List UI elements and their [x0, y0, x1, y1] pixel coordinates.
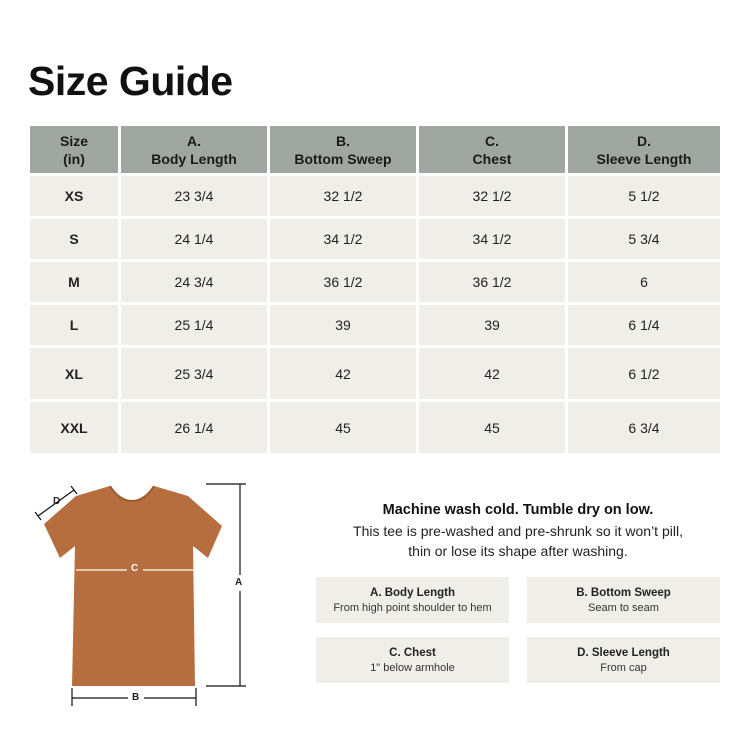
table-row — [30, 348, 720, 399]
legend-title: B. Bottom Sweep — [576, 586, 671, 599]
header-line: D. — [637, 132, 651, 149]
legend-chest — [316, 637, 509, 683]
header-line: B. — [336, 132, 350, 149]
chest-cell: 34 1/2 — [419, 219, 565, 259]
care-instructions — [318, 502, 718, 561]
size-table — [30, 126, 720, 456]
body-length-cell: 23 3/4 — [121, 176, 267, 216]
size-cell: XS — [30, 176, 118, 216]
legend-title: D. Sleeve Length — [577, 646, 670, 659]
sleeve-length-cell: 6 1/4 — [568, 305, 720, 345]
care-line: thin or lose its shape after washing. — [408, 543, 628, 559]
legend-sleeve-length — [527, 637, 720, 683]
sleeve-length-cell: 5 3/4 — [568, 219, 720, 259]
chest-cell: 36 1/2 — [419, 262, 565, 302]
table-header-row — [30, 126, 720, 173]
bottom-sweep-cell: 42 — [270, 348, 416, 399]
header-line: Bottom Sweep — [294, 150, 392, 167]
size-cell: XL — [30, 348, 118, 399]
size-cell: XXL — [30, 402, 118, 453]
header-line: Size — [59, 132, 88, 149]
body-length-cell: 25 1/4 — [121, 305, 267, 345]
header-bottom-sweep — [270, 126, 416, 173]
shirt-shape — [44, 486, 222, 686]
size-cell: L — [30, 305, 118, 345]
table-row — [30, 219, 720, 259]
size-cell: M — [30, 262, 118, 302]
legend-description: From cap — [600, 661, 647, 674]
header-size — [30, 126, 118, 173]
sleeve-length-cell: 6 1/2 — [568, 348, 720, 399]
chest-cell: 32 1/2 — [419, 176, 565, 216]
body-length-cell: 25 3/4 — [121, 348, 267, 399]
header-line: Body Length — [151, 150, 237, 167]
bottom-sweep-cell: 32 1/2 — [270, 176, 416, 216]
chest-cell: 42 — [419, 348, 565, 399]
page-title: Size Guide — [28, 58, 233, 104]
table-row — [30, 262, 720, 302]
bottom-sweep-cell: 36 1/2 — [270, 262, 416, 302]
header-sleeve-length — [568, 126, 720, 173]
chest-cell: 45 — [419, 402, 565, 453]
header-chest — [419, 126, 565, 173]
legend-title: A. Body Length — [370, 586, 455, 599]
body-length-cell: 26 1/4 — [121, 402, 267, 453]
shirt-diagram — [30, 476, 260, 716]
size-cell: S — [30, 219, 118, 259]
legend-description: Seam to seam — [588, 601, 659, 614]
body-length-cell: 24 1/4 — [121, 219, 267, 259]
care-title: Machine wash cold. Tumble dry on low. — [382, 502, 654, 518]
header-line: A. — [187, 132, 201, 149]
legend-body-length — [316, 577, 509, 623]
sleeve-length-cell: 6 3/4 — [568, 402, 720, 453]
table-row — [30, 305, 720, 345]
legend-title: C. Chest — [389, 646, 436, 659]
header-line: (in) — [63, 150, 85, 167]
sleeve-length-cell: 5 1/2 — [568, 176, 720, 216]
chest-cell: 39 — [419, 305, 565, 345]
label-b: B — [132, 692, 140, 703]
header-line: C. — [485, 132, 499, 149]
bottom-sweep-cell: 45 — [270, 402, 416, 453]
label-a: A — [235, 577, 243, 588]
legend-description: From high point shoulder to hem — [333, 601, 492, 614]
table-row — [30, 176, 720, 216]
legend-description: 1" below armhole — [370, 661, 455, 674]
label-c: C — [131, 563, 139, 574]
header-body-length — [121, 126, 267, 173]
legend-bottom-sweep — [527, 577, 720, 623]
header-line: Sleeve Length — [596, 150, 692, 167]
bottom-sweep-cell: 39 — [270, 305, 416, 345]
body-length-cell: 24 3/4 — [121, 262, 267, 302]
label-d: D — [53, 496, 61, 507]
bottom-sweep-cell: 34 1/2 — [270, 219, 416, 259]
shirt-illustration — [30, 476, 260, 716]
table-row — [30, 402, 720, 453]
header-line: Chest — [472, 150, 512, 167]
sleeve-length-cell: 6 — [568, 262, 720, 302]
care-line: This tee is pre-washed and pre-shrunk so it won’t pill, — [353, 523, 683, 539]
